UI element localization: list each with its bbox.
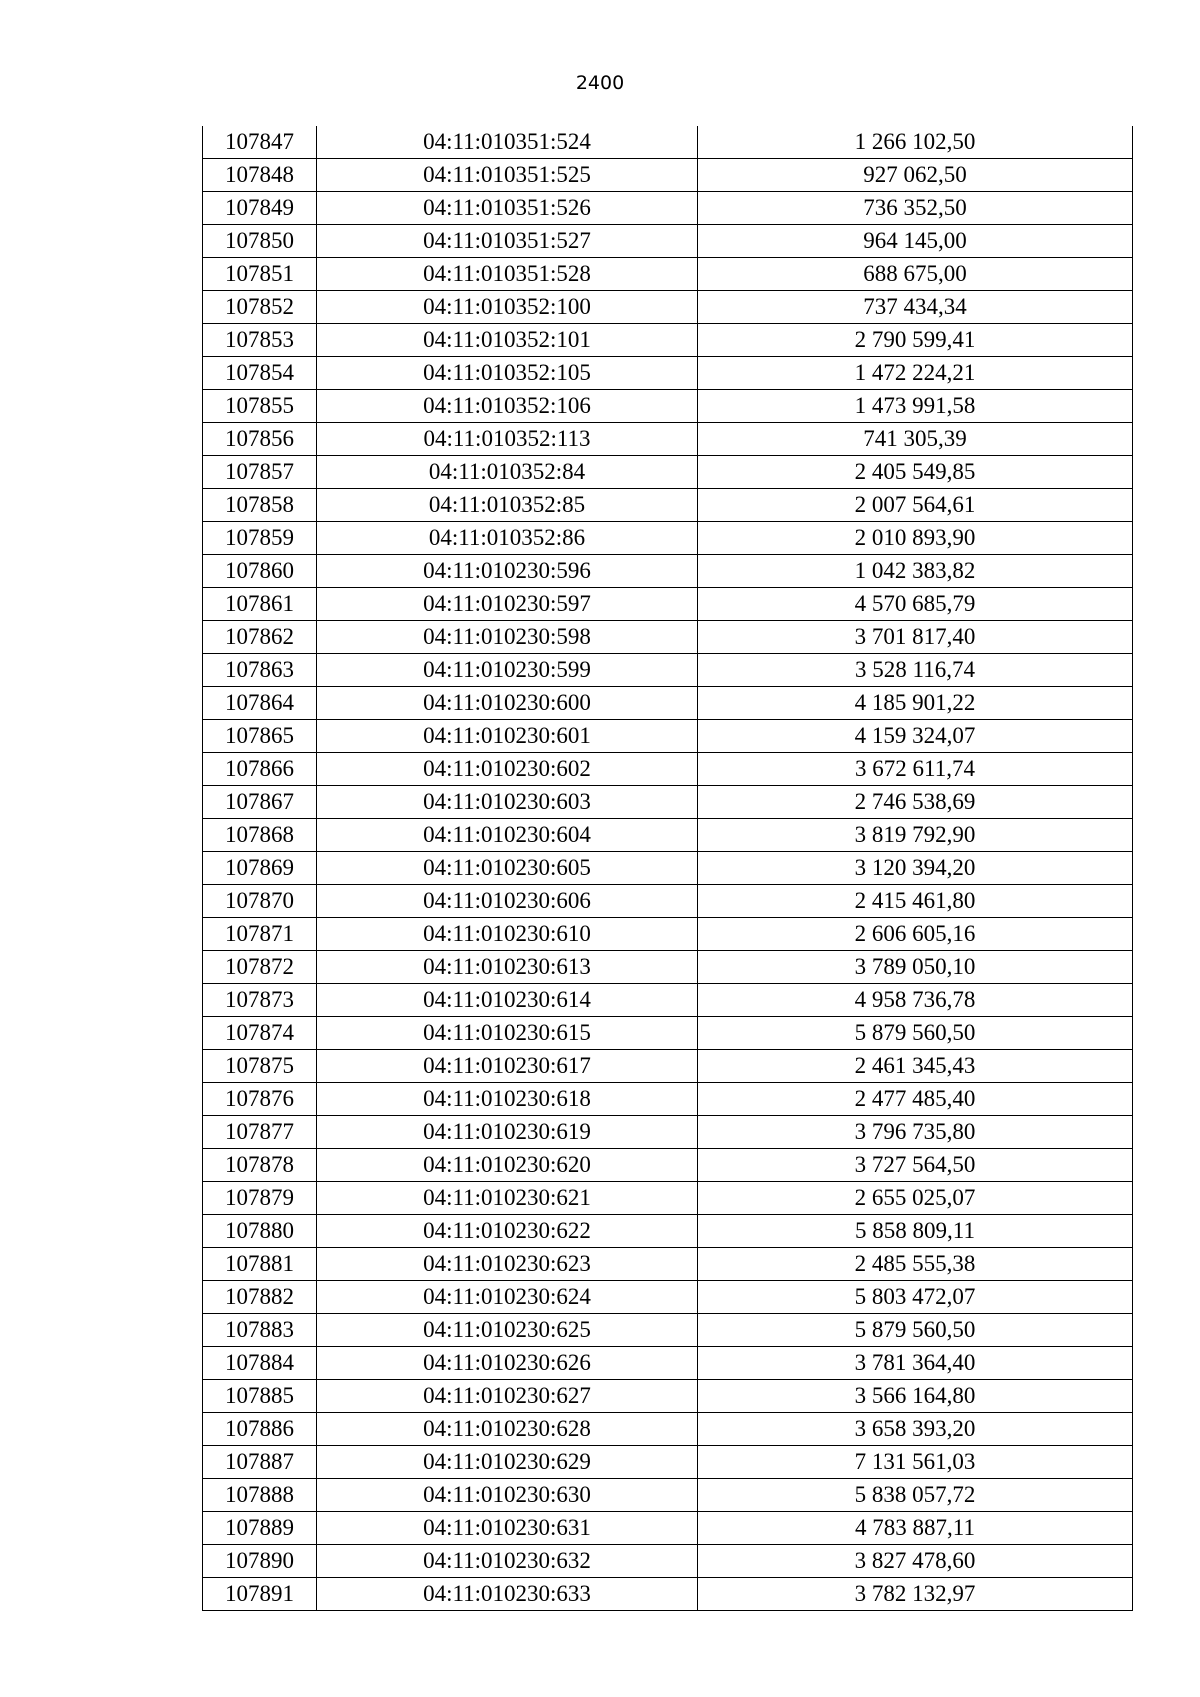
row-number-cell: 107870	[203, 885, 317, 918]
cadastral-number-cell: 04:11:010230:618	[317, 1083, 698, 1116]
cadastral-value-cell: 737 434,34	[698, 291, 1133, 324]
cadastral-number-cell: 04:11:010230:621	[317, 1182, 698, 1215]
row-number-cell: 107888	[203, 1479, 317, 1512]
row-number-cell: 107859	[203, 522, 317, 555]
row-number-cell: 107847	[203, 126, 317, 159]
table-row	[203, 819, 1133, 852]
cadastral-value-cell: 2 010 893,90	[698, 522, 1133, 555]
cadastral-number-cell: 04:11:010230:604	[317, 819, 698, 852]
cadastral-number-cell: 04:11:010230:600	[317, 687, 698, 720]
table-row	[203, 1182, 1133, 1215]
cadastral-value-cell: 5 803 472,07	[698, 1281, 1133, 1314]
table-row	[203, 192, 1133, 225]
table-row	[203, 159, 1133, 192]
cadastral-value-cell: 4 958 736,78	[698, 984, 1133, 1017]
cadastral-number-cell: 04:11:010230:623	[317, 1248, 698, 1281]
cadastral-number-cell: 04:11:010230:624	[317, 1281, 698, 1314]
row-number-cell: 107886	[203, 1413, 317, 1446]
cadastral-value-cell: 2 655 025,07	[698, 1182, 1133, 1215]
row-number-cell: 107852	[203, 291, 317, 324]
cadastral-value-cell: 2 746 538,69	[698, 786, 1133, 819]
row-number-cell: 107867	[203, 786, 317, 819]
table-row	[203, 885, 1133, 918]
table-row	[203, 753, 1133, 786]
cadastral-value-cell: 2 007 564,61	[698, 489, 1133, 522]
cadastral-number-cell: 04:11:010351:524	[317, 126, 698, 159]
row-number-cell: 107873	[203, 984, 317, 1017]
cadastral-value-cell: 3 796 735,80	[698, 1116, 1133, 1149]
row-number-cell: 107857	[203, 456, 317, 489]
row-number-cell: 107887	[203, 1446, 317, 1479]
cadastral-number-cell: 04:11:010230:626	[317, 1347, 698, 1380]
table-row	[203, 918, 1133, 951]
row-number-cell: 107865	[203, 720, 317, 753]
row-number-cell: 107856	[203, 423, 317, 456]
table-row	[203, 1446, 1133, 1479]
table-row	[203, 621, 1133, 654]
table-row	[203, 1512, 1133, 1545]
table-row	[203, 555, 1133, 588]
cadastral-number-cell: 04:11:010230:610	[317, 918, 698, 951]
cadastral-number-cell: 04:11:010230:628	[317, 1413, 698, 1446]
cadastral-value-cell: 736 352,50	[698, 192, 1133, 225]
cadastral-value-cell: 2 790 599,41	[698, 324, 1133, 357]
row-number-cell: 107881	[203, 1248, 317, 1281]
row-number-cell: 107882	[203, 1281, 317, 1314]
row-number-cell: 107890	[203, 1545, 317, 1578]
cadastral-value-cell: 5 838 057,72	[698, 1479, 1133, 1512]
cadastral-number-cell: 04:11:010352:106	[317, 390, 698, 423]
cadastral-number-cell: 04:11:010230:630	[317, 1479, 698, 1512]
table-row	[203, 324, 1133, 357]
table-row	[203, 390, 1133, 423]
table-row	[203, 1380, 1133, 1413]
cadastral-value-cell: 927 062,50	[698, 159, 1133, 192]
cadastral-number-cell: 04:11:010352:100	[317, 291, 698, 324]
cadastral-number-cell: 04:11:010230:619	[317, 1116, 698, 1149]
cadastral-number-cell: 04:11:010351:526	[317, 192, 698, 225]
cadastral-value-cell: 2 461 345,43	[698, 1050, 1133, 1083]
cadastral-number-cell: 04:11:010351:528	[317, 258, 698, 291]
row-number-cell: 107878	[203, 1149, 317, 1182]
row-number-cell: 107872	[203, 951, 317, 984]
row-number-cell: 107848	[203, 159, 317, 192]
table-body	[203, 126, 1133, 1611]
cadastral-value-cell: 688 675,00	[698, 258, 1133, 291]
table-row	[203, 1314, 1133, 1347]
cadastral-number-cell: 04:11:010352:86	[317, 522, 698, 555]
cadastral-value-cell: 3 819 792,90	[698, 819, 1133, 852]
row-number-cell: 107866	[203, 753, 317, 786]
cadastral-value-cell: 2 485 555,38	[698, 1248, 1133, 1281]
cadastral-number-cell: 04:11:010351:527	[317, 225, 698, 258]
table-row	[203, 1017, 1133, 1050]
cadastral-number-cell: 04:11:010230:597	[317, 588, 698, 621]
row-number-cell: 107874	[203, 1017, 317, 1050]
row-number-cell: 107880	[203, 1215, 317, 1248]
cadastral-number-cell: 04:11:010230:625	[317, 1314, 698, 1347]
cadastral-value-cell: 2 606 605,16	[698, 918, 1133, 951]
cadastral-value-cell: 3 658 393,20	[698, 1413, 1133, 1446]
cadastral-number-cell: 04:11:010230:613	[317, 951, 698, 984]
cadastral-value-cell: 3 701 817,40	[698, 621, 1133, 654]
table-row	[203, 1413, 1133, 1446]
row-number-cell: 107876	[203, 1083, 317, 1116]
cadastral-value-cell: 4 783 887,11	[698, 1512, 1133, 1545]
cadastral-number-cell: 04:11:010230:605	[317, 852, 698, 885]
row-number-cell: 107879	[203, 1182, 317, 1215]
cadastral-number-cell: 04:11:010230:598	[317, 621, 698, 654]
table-row	[203, 126, 1133, 159]
cadastral-number-cell: 04:11:010352:105	[317, 357, 698, 390]
cadastral-number-cell: 04:11:010230:606	[317, 885, 698, 918]
cadastral-number-cell: 04:11:010230:601	[317, 720, 698, 753]
cadastral-value-cell: 4 159 324,07	[698, 720, 1133, 753]
table-row	[203, 522, 1133, 555]
row-number-cell: 107877	[203, 1116, 317, 1149]
table-row	[203, 456, 1133, 489]
table-row	[203, 1149, 1133, 1182]
table-row	[203, 225, 1133, 258]
row-number-cell: 107849	[203, 192, 317, 225]
cadastral-value-cell: 3 782 132,97	[698, 1578, 1133, 1611]
cadastral-number-cell: 04:11:010230:617	[317, 1050, 698, 1083]
row-number-cell: 107850	[203, 225, 317, 258]
table-row	[203, 489, 1133, 522]
cadastral-value-cell: 3 528 116,74	[698, 654, 1133, 687]
cadastral-number-cell: 04:11:010352:84	[317, 456, 698, 489]
cadastral-value-cell: 4 570 685,79	[698, 588, 1133, 621]
row-number-cell: 107863	[203, 654, 317, 687]
table-row	[203, 291, 1133, 324]
table-row	[203, 1347, 1133, 1380]
table-row	[203, 258, 1133, 291]
row-number-cell: 107853	[203, 324, 317, 357]
row-number-cell: 107884	[203, 1347, 317, 1380]
cadastral-number-cell: 04:11:010230:602	[317, 753, 698, 786]
table-row	[203, 1545, 1133, 1578]
cadastral-value-cell: 2 415 461,80	[698, 885, 1133, 918]
table-row	[203, 1116, 1133, 1149]
row-number-cell: 107871	[203, 918, 317, 951]
cadastral-number-cell: 04:11:010230:615	[317, 1017, 698, 1050]
table-row	[203, 1248, 1133, 1281]
table-row	[203, 1083, 1133, 1116]
row-number-cell: 107860	[203, 555, 317, 588]
cadastral-number-cell: 04:11:010352:85	[317, 489, 698, 522]
page-number: 2400	[575, 72, 625, 94]
table-row	[203, 1050, 1133, 1083]
cadastral-value-cell: 1 042 383,82	[698, 555, 1133, 588]
row-number-cell: 107861	[203, 588, 317, 621]
cadastral-number-cell: 04:11:010230:622	[317, 1215, 698, 1248]
cadastral-value-cell: 1 472 224,21	[698, 357, 1133, 390]
cadastral-number-cell: 04:11:010230:632	[317, 1545, 698, 1578]
cadastral-number-cell: 04:11:010230:633	[317, 1578, 698, 1611]
table-row	[203, 1215, 1133, 1248]
row-number-cell: 107854	[203, 357, 317, 390]
cadastral-number-cell: 04:11:010230:629	[317, 1446, 698, 1479]
cadastral-number-cell: 04:11:010230:596	[317, 555, 698, 588]
table-row	[203, 423, 1133, 456]
row-number-cell: 107851	[203, 258, 317, 291]
cadastral-value-cell: 5 879 560,50	[698, 1314, 1133, 1347]
row-number-cell: 107869	[203, 852, 317, 885]
row-number-cell: 107891	[203, 1578, 317, 1611]
cadastral-value-cell: 3 789 050,10	[698, 951, 1133, 984]
cadastral-number-cell: 04:11:010230:599	[317, 654, 698, 687]
table-row	[203, 720, 1133, 753]
cadastral-number-cell: 04:11:010351:525	[317, 159, 698, 192]
table-row	[203, 786, 1133, 819]
cadastral-number-cell: 04:11:010352:113	[317, 423, 698, 456]
table-row	[203, 852, 1133, 885]
cadastral-number-cell: 04:11:010230:631	[317, 1512, 698, 1545]
row-number-cell: 107855	[203, 390, 317, 423]
row-number-cell: 107862	[203, 621, 317, 654]
cadastral-number-cell: 04:11:010230:614	[317, 984, 698, 1017]
cadastral-value-cell: 4 185 901,22	[698, 687, 1133, 720]
table-row	[203, 1281, 1133, 1314]
cadastral-number-cell: 04:11:010230:603	[317, 786, 698, 819]
table-row	[203, 951, 1133, 984]
cadastral-value-cell: 3 566 164,80	[698, 1380, 1133, 1413]
table-row	[203, 1578, 1133, 1611]
cadastral-value-cell: 3 672 611,74	[698, 753, 1133, 786]
row-number-cell: 107883	[203, 1314, 317, 1347]
cadastral-value-cell: 2 405 549,85	[698, 456, 1133, 489]
cadastral-value-cell: 3 827 478,60	[698, 1545, 1133, 1578]
row-number-cell: 107889	[203, 1512, 317, 1545]
cadastral-value-cell: 964 145,00	[698, 225, 1133, 258]
cadastral-value-cell: 7 131 561,03	[698, 1446, 1133, 1479]
cadastral-number-cell: 04:11:010230:620	[317, 1149, 698, 1182]
cadastral-number-cell: 04:11:010352:101	[317, 324, 698, 357]
cadastral-value-cell: 5 858 809,11	[698, 1215, 1133, 1248]
table-row	[203, 588, 1133, 621]
cadastral-value-cell: 3 727 564,50	[698, 1149, 1133, 1182]
table-row	[203, 654, 1133, 687]
cadastral-value-cell: 2 477 485,40	[698, 1083, 1133, 1116]
row-number-cell: 107875	[203, 1050, 317, 1083]
cadastral-value-cell: 1 266 102,50	[698, 126, 1133, 159]
table-row	[203, 984, 1133, 1017]
cadastral-value-cell: 3 781 364,40	[698, 1347, 1133, 1380]
cadastral-value-cell: 5 879 560,50	[698, 1017, 1133, 1050]
cadastral-value-cell: 741 305,39	[698, 423, 1133, 456]
cadastral-number-cell: 04:11:010230:627	[317, 1380, 698, 1413]
row-number-cell: 107864	[203, 687, 317, 720]
cadastral-value-cell: 3 120 394,20	[698, 852, 1133, 885]
row-number-cell: 107858	[203, 489, 317, 522]
table-row	[203, 1479, 1133, 1512]
table-row	[203, 687, 1133, 720]
table-row	[203, 357, 1133, 390]
row-number-cell: 107868	[203, 819, 317, 852]
cadastral-value-cell: 1 473 991,58	[698, 390, 1133, 423]
row-number-cell: 107885	[203, 1380, 317, 1413]
cadastral-value-table	[202, 126, 1133, 1611]
